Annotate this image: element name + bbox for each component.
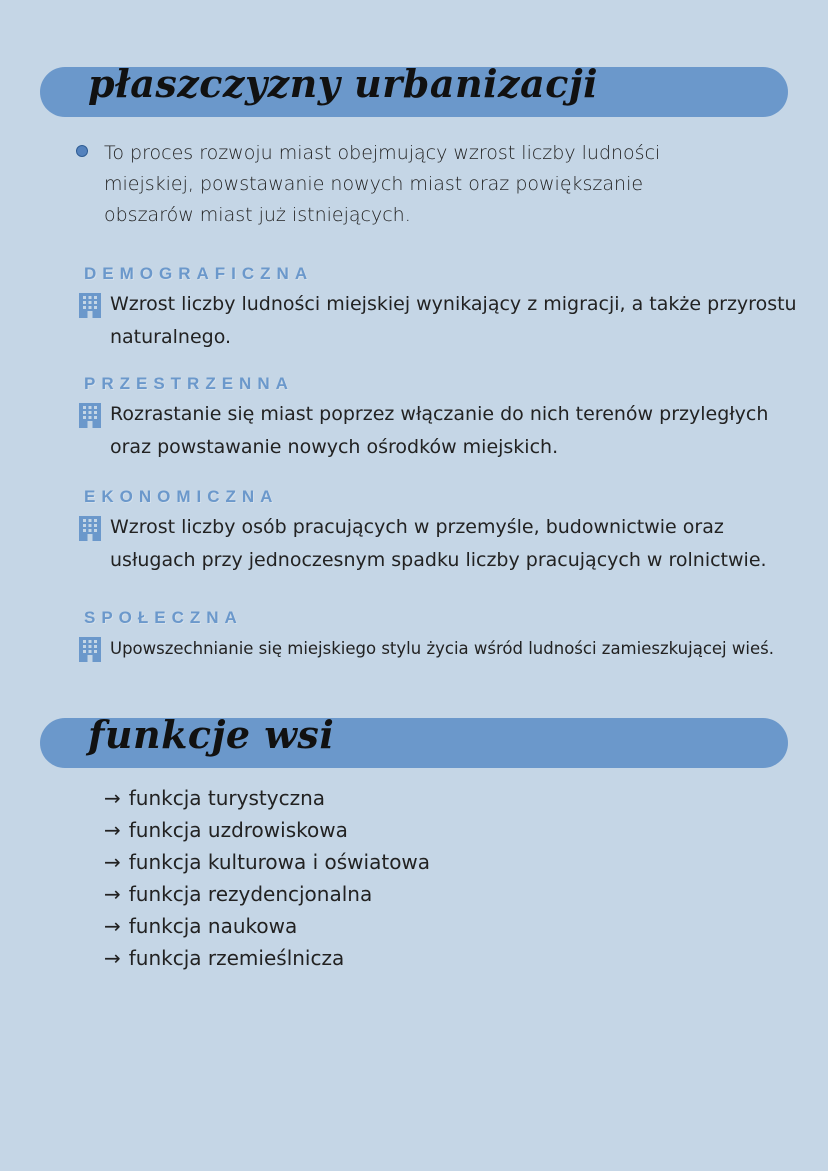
arrow-right-icon: → — [104, 946, 121, 970]
arrow-right-icon: → — [104, 850, 121, 874]
list-item-label: funkcja naukowa — [128, 914, 298, 938]
section-text: Upowszechnianie się miejskiego stylu życia wśród ludności zamieszkującej wieś. — [110, 639, 774, 658]
list-item-label: funkcja turystyczna — [128, 786, 326, 810]
section-text: Rozrastanie się miast poprzez włączanie do nich terenów przyległych oraz powstawanie nowych ośrodków miejskich. — [110, 403, 769, 458]
building-icon — [78, 515, 102, 541]
list-item-label: funkcja uzdrowiskowa — [128, 818, 348, 842]
village-functions-title: funkcje wsi — [88, 712, 335, 757]
section-social — [78, 608, 813, 665]
banner-urbanization — [40, 61, 788, 117]
building-icon — [78, 636, 102, 662]
building-icon — [78, 292, 102, 318]
village-functions-list — [104, 782, 430, 974]
list-item — [104, 878, 430, 910]
urbanization-title: płaszczyzny urbanizacji — [88, 61, 599, 106]
banner-village-functions — [40, 712, 788, 768]
section-economic — [78, 487, 813, 577]
intro-block — [76, 138, 716, 231]
section-text: Wzrost liczby osób pracujących w przemyśle, budownictwie oraz usługach przy jednoczesnym spadku liczby pracujących w rolnictwie. — [110, 516, 767, 571]
section-demographic — [78, 264, 813, 354]
section-text: Wzrost liczby ludności miejskiej wynikający z migracji, a także przyrostu naturalnego. — [110, 293, 797, 348]
list-item-label: funkcja rzemieślnicza — [128, 946, 345, 970]
list-item — [104, 814, 430, 846]
section-heading: PRZESTRZENNA — [84, 374, 294, 393]
circle-bullet-icon — [76, 145, 88, 157]
section-heading: EKONOMICZNA — [84, 487, 279, 506]
section-spatial — [78, 374, 813, 464]
list-item — [104, 782, 430, 814]
section-heading: SPOŁECZNA — [84, 608, 243, 627]
list-item — [104, 942, 430, 974]
list-item-label: funkcja rezydencjonalna — [128, 882, 373, 906]
arrow-right-icon: → — [104, 882, 121, 906]
arrow-right-icon: → — [104, 818, 121, 842]
building-icon — [78, 402, 102, 428]
arrow-right-icon: → — [104, 914, 121, 938]
list-item — [104, 910, 430, 942]
arrow-right-icon: → — [104, 786, 121, 810]
section-heading: DEMOGRAFICZNA — [84, 264, 314, 283]
intro-text: To proces rozwoju miast obejmujący wzrost liczby ludności miejskiej, powstawanie nowych miast oraz powiększanie obszarów miast już istniejących. — [104, 142, 661, 226]
list-item — [104, 846, 430, 878]
list-item-label: funkcja kulturowa i oświatowa — [128, 850, 431, 874]
